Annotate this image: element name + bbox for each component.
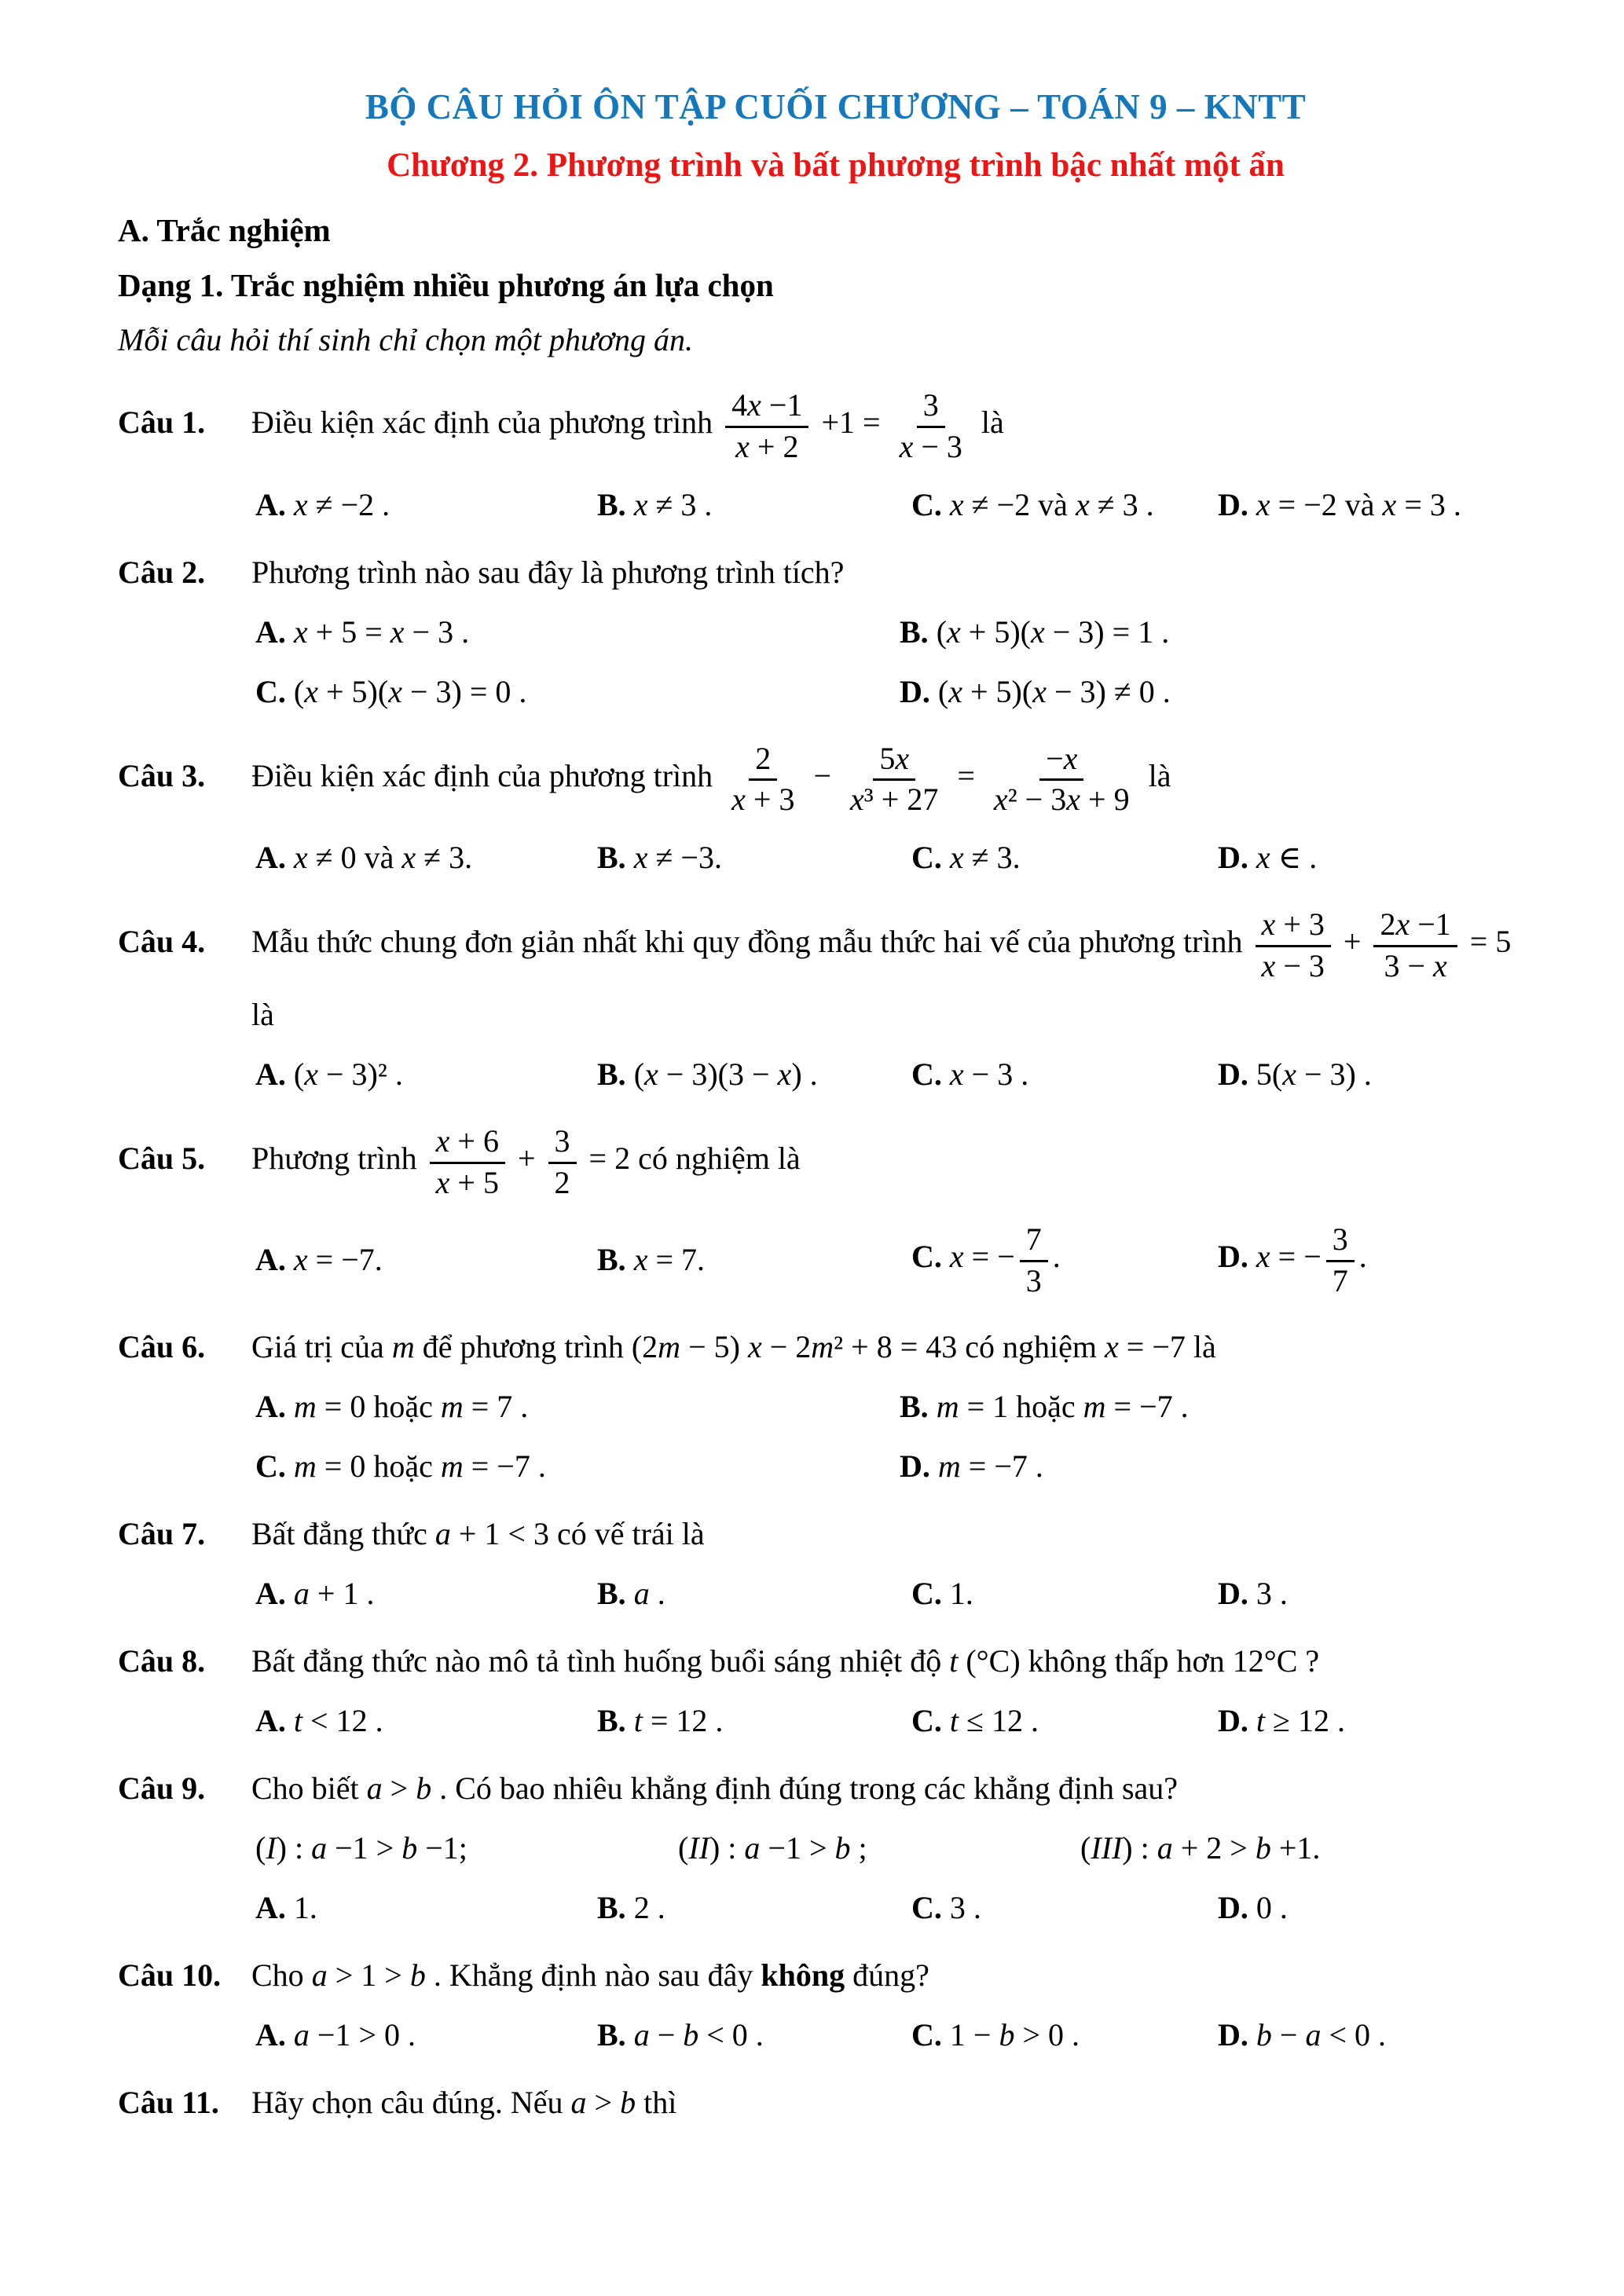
statement-2-cau-9 (678, 1829, 1080, 1868)
options-row-cau-9 (255, 1888, 1553, 1928)
fraction: $\frac{-x}{\text{x² − 3x + 9}}$ (993, 740, 1130, 818)
option-cau-2-a (255, 613, 900, 652)
math-expression: x ≠ 0 (293, 840, 357, 876)
option-cau-1-c (911, 485, 1218, 525)
text-run: Bất đẳng thức (251, 1515, 435, 1551)
option-letter: D. (1218, 486, 1256, 522)
text-run: là (1185, 1328, 1216, 1364)
math-expression: a . (633, 1575, 665, 1611)
dang1-heading: Dạng 1. Trắc nghiệm nhiều phương án lựa chọn (118, 267, 774, 303)
question-label: Câu 3. (118, 757, 206, 793)
math-expression: x = −2 (1256, 486, 1337, 522)
question-cau-11 (118, 2083, 1553, 2122)
math-expression: m = 0 (293, 1448, 366, 1484)
option-cau-8-a (255, 1701, 597, 1741)
math-expression: x = − (1256, 1239, 1322, 1275)
math-expression: (III) : a + 2 > b +1. (1080, 1829, 1321, 1866)
options-row-cau-1 (255, 485, 1553, 525)
math-expression: x ≠ −3. (633, 840, 722, 876)
option-cau-8-c (911, 1701, 1218, 1741)
text-run: thì (636, 2084, 677, 2120)
option-letter: B. (597, 1056, 634, 1092)
math-expression: x = − (949, 1239, 1015, 1275)
chapter-subtitle: Chương 2. Phương trình và bất phương trình bậc nhất một ẩn (387, 147, 1285, 184)
question-cau-9 (118, 1769, 1553, 1808)
math-expression: = 5 (1461, 924, 1512, 960)
math-expression: 5(x − 3) . (1256, 1056, 1372, 1092)
option-cau-1-d (1218, 485, 1553, 525)
option-cau-10-c (911, 2016, 1218, 2055)
option-letter: C. (911, 486, 950, 522)
section-a-heading: A. Trắc nghiệm (118, 212, 331, 248)
option-letter: A. (255, 2016, 294, 2052)
math-expression: 1. (949, 1575, 973, 1611)
text-run: Hãy chọn câu đúng. Nếu (251, 2084, 571, 2120)
option-cau-6-c (255, 1447, 900, 1486)
option-letter: B. (597, 1889, 634, 1925)
option-letter: B. (597, 2016, 634, 2052)
question-label: Câu 6. (118, 1328, 206, 1364)
math-expression: x ≠ −2 (949, 486, 1031, 522)
document-title: BỘ CÂU HỎI ÔN TẬP CUỐI CHƯƠNG – TOÁN 9 – KNTT (365, 87, 1307, 126)
text-run: là (251, 996, 274, 1032)
option-cau-3-d (1218, 838, 1553, 877)
question-label: Câu 8. (118, 1642, 206, 1679)
text-run: Phương trình (251, 1140, 425, 1176)
option-letter: A. (255, 1575, 294, 1611)
options-row-cau-5 (255, 1221, 1553, 1299)
math-expression: 2 . (633, 1889, 665, 1925)
option-cau-10-b (597, 2016, 911, 2055)
fraction: $\frac{3}{7}$ (1326, 1221, 1355, 1299)
math-expression: − (805, 757, 840, 793)
text-run: . (1301, 840, 1318, 876)
fraction: $\frac{3}{2}$ (548, 1122, 577, 1201)
option-cau-5-c (911, 1221, 1218, 1299)
math-expression: a −1 > 0 . (293, 2016, 416, 2052)
option-cau-9-a (255, 1888, 597, 1928)
math-expression: 3 . (949, 1889, 981, 1925)
option-letter: C. (911, 1239, 950, 1275)
math-expression: (I) : a −1 > b −1; (255, 1829, 467, 1866)
option-cau-8-d (1218, 1701, 1553, 1741)
math-expression: t ≤ 12 . (949, 1702, 1039, 1738)
math-expression: (x + 5)(x − 3) = 1 . (936, 613, 1170, 650)
math-expression: +1 = (813, 404, 889, 440)
option-cau-2-d (900, 672, 1553, 712)
fraction: $\frac{3}{x - 3}$ (899, 387, 962, 464)
option-cau-10-d (1218, 2016, 1553, 2055)
fraction: $\frac{x + 6}{x + 5}$ (430, 1122, 505, 1201)
option-letter: D. (1218, 840, 1256, 876)
math-expression: + (509, 1140, 544, 1176)
math-expression: 0 . (1256, 1889, 1288, 1925)
fraction: $\frac{4x -1}{x + 2}$ (725, 386, 808, 465)
math-expression: a > 1 > b (311, 1957, 426, 1993)
option-letter: D. (900, 1448, 938, 1484)
question-cau-4 (118, 906, 1553, 1034)
math-expression: 1. (293, 1889, 317, 1925)
math-expression: (x − 3)² . (293, 1056, 403, 1092)
option-cau-5-a (255, 1240, 597, 1280)
math-expression: a − b < 0 . (633, 2016, 764, 2052)
instruction-note: Mỗi câu hỏi thí sinh chỉ chọn một phương án. (118, 322, 693, 357)
option-letter: A. (255, 1056, 294, 1092)
text-run: đúng? (845, 1957, 929, 1993)
options-row-cau-2 (255, 613, 1553, 652)
text-run: Bất đẳng thức nào mô tả tình huống buổi sáng nhiệt độ (251, 1642, 950, 1679)
option-cau-9-c (911, 1888, 1218, 1928)
question-label: Câu 5. (118, 1140, 206, 1176)
question-label: Câu 1. (118, 404, 206, 440)
text-run: Giá trị của (251, 1328, 392, 1364)
math-expression: = 2 (581, 1140, 631, 1176)
option-letter: A. (255, 1889, 294, 1925)
option-letter: B. (597, 486, 634, 522)
math-expression: t = 12 . (633, 1702, 724, 1738)
option-letter: A. (255, 840, 294, 876)
option-letter: A. (255, 1702, 294, 1738)
option-cau-4-c (911, 1055, 1218, 1094)
option-cau-7-c (911, 1574, 1218, 1613)
math-expression: t ≥ 12 . (1256, 1702, 1345, 1738)
math-expression: a > b (570, 2084, 636, 2120)
question-text (118, 1769, 1553, 1808)
math-expression: x ≠ 3. (401, 840, 473, 876)
question-cau-2 (118, 553, 1553, 592)
option-letter: D. (1218, 1702, 1256, 1738)
question-text (118, 1327, 1553, 1367)
math-expression: . (1052, 1239, 1061, 1275)
option-cau-3-a (255, 838, 597, 877)
statement-3-cau-9 (1080, 1829, 1553, 1868)
math-expression: (x − 3)(3 − x) . (633, 1056, 818, 1092)
option-cau-3-c (911, 838, 1218, 877)
question-text (251, 995, 1553, 1034)
option-cau-5-d (1218, 1221, 1553, 1299)
math-expression: t (949, 1642, 959, 1679)
text-run: và (356, 840, 402, 876)
question-text (118, 386, 1553, 465)
math-expression: b − a < 0 . (1256, 2016, 1387, 2052)
option-cau-5-b (597, 1240, 911, 1280)
math-expression: (2m − 5) x − 2m² + 8 = 43 (631, 1328, 958, 1364)
options-row-cau-10 (255, 2016, 1553, 2055)
question-text (118, 1642, 1553, 1681)
option-letter: A. (255, 1242, 294, 1278)
math-expression: x ≠ 3 . (1075, 486, 1154, 522)
option-letter: A. (255, 486, 294, 522)
option-cau-8-b (597, 1701, 911, 1741)
option-letter: C. (911, 1702, 950, 1738)
text-run: Cho (251, 1957, 312, 1993)
text-run: có vế trái là (548, 1515, 705, 1551)
math-expression: (x + 5)(x − 3) ≠ 0 . (937, 673, 1171, 709)
text-run: có nghiệm là (630, 1140, 801, 1176)
question-cau-6 (118, 1327, 1553, 1367)
text-run: Phương trình nào sau đây là phương trình tích? (251, 554, 845, 590)
question-text (118, 2083, 1553, 2122)
question-cau-10 (118, 1956, 1553, 1995)
math-expression: m = 1 (936, 1388, 1009, 1424)
option-letter: C. (911, 2016, 950, 2052)
option-cau-9-d (1218, 1888, 1553, 1928)
option-cau-6-d (900, 1447, 1553, 1486)
math-expression: m = 7 . (440, 1388, 529, 1424)
options-row-cau-2 (255, 672, 1553, 712)
text-run: có nghiệm (957, 1328, 1105, 1364)
math-expression: m = −7 . (937, 1448, 1043, 1484)
option-letter: C. (911, 1889, 950, 1925)
text-run: Mẫu thức chung đơn giản nhất khi quy đồng mẫu thức hai vế của phương trình (251, 924, 1251, 960)
math-expression: x + 5 = x − 3 . (293, 613, 470, 650)
text-run: (°C) không thấp hơn 12°C ? (958, 1642, 1320, 1679)
question-cau-1 (118, 386, 1553, 465)
text-run: Cho biết (251, 1770, 367, 1806)
question-label: Câu 7. (118, 1515, 206, 1551)
question-cau-5 (118, 1122, 1553, 1201)
option-letter: B. (900, 1388, 937, 1424)
option-letter: C. (255, 673, 294, 709)
option-cau-10-a (255, 2016, 597, 2055)
text-run: và (1030, 486, 1076, 522)
question-cau-3 (118, 740, 1553, 818)
math-expression: x ≠ −2 . (293, 486, 390, 522)
text-run: . Khẳng định nào sau đây (425, 1957, 761, 1993)
option-letter: B. (597, 1702, 634, 1738)
option-cau-4-b (597, 1055, 911, 1094)
math-expression: a + 1 < 3 (434, 1515, 549, 1551)
fraction: $\frac{5x}{\text{x³ + 27}}$ (850, 740, 939, 818)
text-run: hoặc (365, 1448, 441, 1484)
option-cau-7-d (1218, 1574, 1553, 1613)
math-expression: x = −7 (1105, 1328, 1186, 1364)
math-expression: a > b (366, 1770, 432, 1806)
options-row-cau-9 (255, 1829, 1553, 1868)
text-run: là (973, 404, 1004, 440)
option-letter: C. (911, 1575, 950, 1611)
statement-1-cau-9 (255, 1829, 678, 1868)
math-expression: (x + 5)(x − 3) = 0 . (293, 673, 527, 709)
fraction: $\frac{2x -1}{3 - x}$ (1373, 906, 1457, 984)
question-text (118, 1122, 1553, 1201)
question-text (118, 740, 1553, 818)
math-expression: (II) : a −1 > b ; (678, 1829, 867, 1866)
option-letter: C. (911, 1056, 950, 1092)
text-run: để phương trình (414, 1328, 632, 1364)
text-run: . Có bao nhiêu khẳng định đúng trong các khẳng định sau? (431, 1770, 1179, 1806)
math-expression: x ≠ 3. (949, 840, 1021, 876)
question-cau-8 (118, 1642, 1553, 1681)
question-list (118, 386, 1553, 2122)
option-cau-4-a (255, 1055, 597, 1094)
option-cau-6-a (255, 1387, 900, 1426)
options-row-cau-6 (255, 1387, 1553, 1426)
text-run: không (761, 1957, 845, 1993)
option-letter: C. (255, 1448, 294, 1484)
option-cau-4-d (1218, 1055, 1553, 1094)
options-row-cau-4 (255, 1055, 1553, 1094)
option-cau-7-b (597, 1574, 911, 1613)
math-expression: x ∈ (1256, 840, 1302, 876)
option-letter: D. (1218, 1575, 1256, 1611)
option-letter: B. (900, 613, 937, 650)
option-letter: D. (1218, 1239, 1256, 1275)
question-label: Câu 2. (118, 554, 206, 590)
options-row-cau-7 (255, 1574, 1553, 1613)
text-run: Điều kiện xác định của phương trình (251, 757, 721, 793)
text-run: Điều kiện xác định của phương trình (251, 404, 721, 440)
text-run: và (1336, 486, 1383, 522)
option-cau-2-c (255, 672, 900, 712)
option-cau-1-a (255, 485, 597, 525)
question-label: Câu 9. (118, 1770, 206, 1806)
option-letter: D. (1218, 1889, 1256, 1925)
options-row-cau-8 (255, 1701, 1553, 1741)
option-letter: D. (1218, 2016, 1256, 2052)
question-text (118, 906, 1553, 984)
math-expression: 3 . (1256, 1575, 1288, 1611)
math-expression: m = −7 . (440, 1448, 546, 1484)
question-label: Câu 4. (118, 924, 206, 960)
math-expression: t < 12 . (293, 1702, 383, 1738)
option-letter: D. (1218, 1056, 1256, 1092)
math-expression: x = −7. (293, 1242, 383, 1278)
option-cau-9-b (597, 1888, 911, 1928)
question-cau-7 (118, 1514, 1553, 1554)
math-expression: m (391, 1328, 415, 1364)
option-cau-7-a (255, 1574, 597, 1613)
math-expression: m = −7 . (1083, 1388, 1189, 1424)
math-expression: . (1358, 1239, 1367, 1275)
math-expression: x = 7. (633, 1242, 706, 1278)
options-row-cau-6 (255, 1447, 1553, 1486)
option-cau-3-b (597, 838, 911, 877)
math-expression: m = 0 (293, 1388, 366, 1424)
option-cau-2-b (900, 613, 1553, 652)
math-expression: 1 − b > 0 . (949, 2016, 1080, 2052)
option-letter: D. (900, 673, 938, 709)
option-letter: C. (911, 840, 950, 876)
math-expression: + (1335, 924, 1369, 960)
option-letter: B. (597, 1575, 634, 1611)
option-cau-6-b (900, 1387, 1553, 1426)
fraction: $\frac{x + 3}{x - 3}$ (1256, 906, 1331, 984)
question-text (118, 553, 1553, 592)
math-expression: x − 3 . (949, 1056, 1029, 1092)
question-text (118, 1956, 1553, 1995)
question-label: Câu 11. (118, 2084, 219, 2120)
fraction: $\frac{2}{x + 3}$ (731, 740, 795, 818)
option-letter: B. (597, 1242, 634, 1278)
fraction: $\frac{7}{3}$ (1020, 1221, 1048, 1299)
math-expression: a + 1 . (293, 1575, 375, 1611)
question-text (118, 1514, 1553, 1554)
text-run: là (1140, 757, 1171, 793)
math-expression: = (949, 757, 983, 793)
math-expression: x ≠ 3 . (633, 486, 713, 522)
text-run: hoặc (1008, 1388, 1083, 1424)
option-letter: B. (597, 840, 634, 876)
option-cau-1-b (597, 485, 911, 525)
text-run: hoặc (365, 1388, 441, 1424)
math-expression: x = 3 . (1382, 486, 1461, 522)
options-row-cau-3 (255, 838, 1553, 877)
option-letter: A. (255, 1388, 294, 1424)
option-letter: A. (255, 613, 294, 650)
question-label: Câu 10. (118, 1957, 222, 1993)
